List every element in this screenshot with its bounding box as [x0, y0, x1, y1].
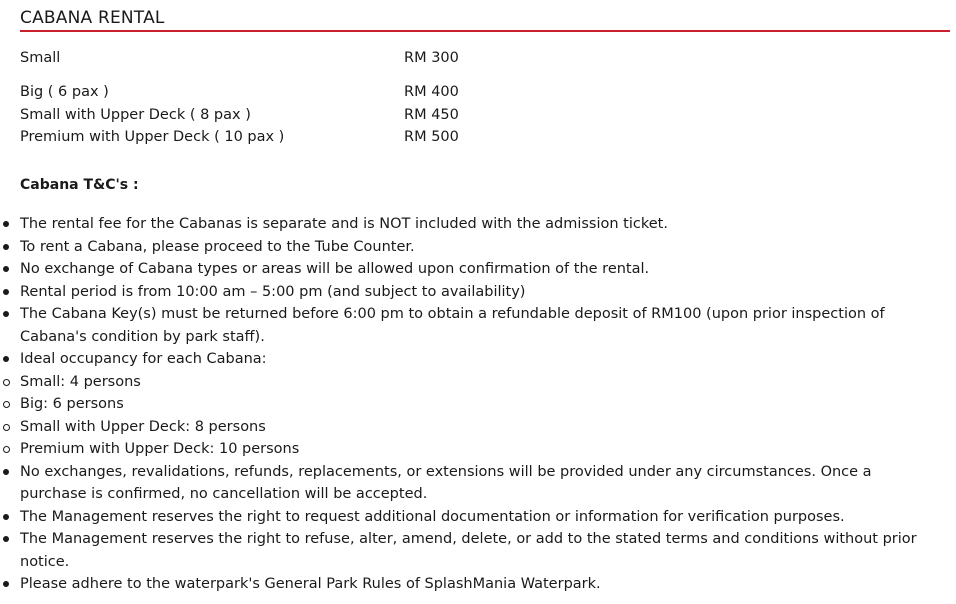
bullet-icon: [3, 536, 9, 542]
terms-item: [20, 213, 940, 236]
cabana-type: Small with Upper Deck ( 8 pax ): [20, 107, 251, 123]
terms-item-text: Please adhere to the waterpark's General Park Rules of SplashMania Waterpark.: [20, 576, 601, 592]
terms-item: [20, 236, 940, 259]
terms-item: [20, 506, 940, 529]
terms-item: [20, 281, 940, 304]
terms-item-text: Ideal occupancy for each Cabana:: [20, 351, 267, 367]
terms-item-text: To rent a Cabana, please proceed to the Tube Counter.: [20, 238, 415, 255]
bullet-icon: [3, 469, 9, 475]
bullet-icon: [3, 581, 9, 587]
bullet-icon: [3, 266, 9, 272]
terms-list: [20, 213, 940, 596]
terms-item: [20, 348, 940, 371]
hollow-bullet-icon: [3, 379, 10, 386]
terms-subitem: [20, 371, 940, 394]
cabana-price: RM 500: [404, 129, 459, 145]
hollow-bullet-icon: [3, 401, 10, 408]
cabana-price: RM 400: [404, 84, 459, 100]
terms-subitem: [20, 393, 940, 416]
terms-subitem: [20, 438, 940, 461]
terms-item-text: Premium with Upper Deck: 10 persons: [20, 441, 300, 457]
bullet-icon: [3, 356, 9, 362]
cabana-type: Premium with Upper Deck ( 10 pax ): [20, 129, 285, 145]
terms-item-text: No exchanges, revalidations, refunds, replacements, or extensions will be provided under any circumstances. Once a purchase is confirmed, no cancellation will be accepted.: [20, 463, 872, 502]
cabana-price: RM 450: [404, 107, 459, 123]
cabana-type: Big ( 6 pax ): [20, 84, 109, 100]
bullet-icon: [3, 221, 9, 227]
bullet-icon: [3, 289, 9, 295]
terms-item-text: Small with Upper Deck: 8 persons: [20, 418, 266, 435]
terms-item-text: Rental period is from 10:00 am – 5:00 pm (and subject to availability): [20, 283, 526, 300]
cabana-price: RM 300: [404, 50, 459, 66]
terms-item: [20, 303, 940, 348]
cabana-type: Small: [20, 50, 61, 66]
hollow-bullet-icon: [3, 424, 10, 431]
terms-item-text: Small: 4 persons: [20, 373, 141, 390]
bullet-icon: [3, 244, 9, 250]
terms-item-text: Big: 6 persons: [20, 396, 124, 412]
bullet-icon: [3, 311, 9, 317]
bullet-icon: [3, 514, 9, 520]
terms-item-text: The Management reserves the right to request additional documentation or information for verification purposes.: [20, 508, 845, 525]
terms-subitem: [20, 416, 940, 439]
terms-item: [20, 528, 940, 573]
terms-item: [20, 258, 940, 281]
terms-item: [20, 461, 940, 506]
terms-item-text: The Cabana Key(s) must be returned before 6:00 pm to obtain a refundable deposit of RM100 (upon prior inspection of Cabana's condition by park staff).: [20, 306, 885, 345]
terms-item-text: No exchange of Cabana types or areas will be allowed upon confirmation of the rental.: [20, 261, 650, 277]
terms-heading: Cabana T&C's :: [20, 177, 139, 193]
section-title: CABANA RENTAL: [20, 8, 165, 28]
terms-item-text: The rental fee for the Cabanas is separate and is NOT included with the admission ticket.: [20, 216, 668, 232]
terms-item: [20, 573, 940, 596]
hollow-bullet-icon: [3, 446, 10, 453]
terms-item-text: The Management reserves the right to refuse, alter, amend, delete, or add to the stated terms and conditions without prior notice.: [20, 531, 917, 570]
title-divider: [20, 30, 950, 32]
